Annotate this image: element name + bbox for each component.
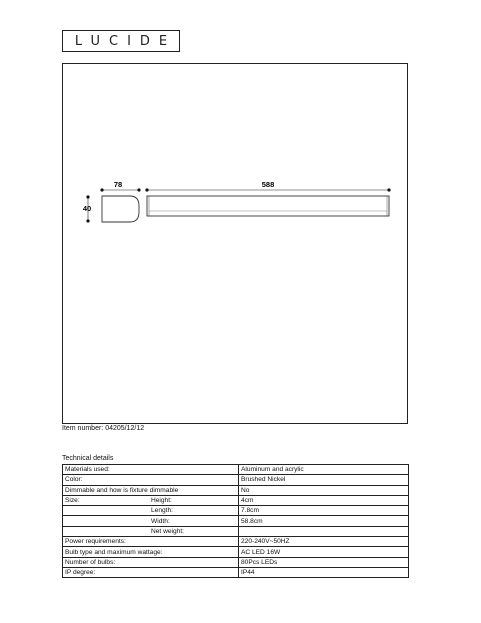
length-dimension-end-dot bbox=[387, 188, 390, 191]
table-row bbox=[63, 557, 409, 567]
logo-text: LUCIDE bbox=[74, 33, 177, 49]
spec-label-cell bbox=[63, 495, 239, 505]
spec-value: 7.8cm bbox=[239, 506, 409, 516]
spec-label-cell bbox=[63, 465, 239, 475]
technical-drawing bbox=[63, 64, 409, 425]
spec-label: Color: bbox=[65, 476, 83, 484]
table-row bbox=[63, 495, 409, 505]
table-row bbox=[63, 537, 409, 547]
spec-label-cell bbox=[63, 557, 239, 567]
technical-drawing-frame bbox=[62, 63, 408, 424]
spec-label-cell bbox=[63, 485, 239, 495]
spec-label: Dimmable and how is fixture dimmable bbox=[65, 486, 179, 494]
spec-value: AC LED 16W bbox=[239, 547, 409, 557]
spec-value: 58.8cm bbox=[239, 516, 409, 526]
spec-sub-label: Length: bbox=[151, 507, 173, 515]
spec-label-cell bbox=[63, 506, 239, 516]
spec-sub-label: Net weight: bbox=[151, 527, 184, 535]
length-dimension-start-dot bbox=[145, 188, 148, 191]
spec-value: 4cm bbox=[239, 495, 409, 505]
fixture-body-outline bbox=[147, 196, 389, 216]
table-row bbox=[63, 475, 409, 485]
technical-details-title: Technical details bbox=[62, 455, 114, 462]
table-row bbox=[63, 526, 409, 536]
table-row bbox=[63, 567, 409, 577]
table-row bbox=[63, 506, 409, 516]
spec-label-cell bbox=[63, 547, 239, 557]
spec-label: Materials used: bbox=[65, 466, 110, 474]
width-dimension-end-dot bbox=[137, 188, 140, 191]
spec-value: No bbox=[239, 485, 409, 495]
spec-label-cell bbox=[63, 567, 239, 577]
table-row bbox=[63, 516, 409, 526]
spec-value: IP44 bbox=[239, 567, 409, 577]
spec-label-cell bbox=[63, 526, 239, 536]
length-dimension-label: 588 bbox=[261, 180, 275, 189]
brand-logo bbox=[62, 30, 180, 52]
height-dimension-start-dot bbox=[86, 195, 89, 198]
spec-label-cell bbox=[63, 475, 239, 485]
spec-label: IP degree: bbox=[65, 569, 96, 577]
item-number-value: 04205/12/12 bbox=[105, 425, 145, 432]
spec-label-cell bbox=[63, 537, 239, 547]
item-number bbox=[62, 425, 144, 432]
spec-label: Size: bbox=[65, 497, 80, 505]
height-dimension-end-dot bbox=[86, 219, 89, 222]
height-dimension-label: 40 bbox=[82, 204, 92, 213]
item-number-label: Item number: bbox=[62, 425, 104, 432]
spec-sub-label: Width: bbox=[151, 517, 170, 525]
spec-label: Number of bulbs: bbox=[65, 558, 116, 566]
spec-value bbox=[239, 526, 409, 536]
technical-details-table bbox=[62, 464, 409, 578]
spec-value: Brushed Nickel bbox=[239, 475, 409, 485]
spec-label: Power requirements: bbox=[65, 538, 126, 546]
spec-value: 80Pcs LEDs bbox=[239, 557, 409, 567]
spec-value: Aluminum and acrylic bbox=[239, 465, 409, 475]
end-profile-shape bbox=[102, 196, 139, 222]
width-dimension-label: 78 bbox=[113, 180, 123, 189]
table-row bbox=[63, 465, 409, 475]
table-row bbox=[63, 547, 409, 557]
technical-details-body bbox=[63, 465, 409, 578]
width-dimension-start-dot bbox=[100, 188, 103, 191]
spec-label-cell bbox=[63, 516, 239, 526]
spec-value: 220-240V~50HZ bbox=[239, 537, 409, 547]
spec-label: Bulb type and maximum wattage: bbox=[65, 548, 163, 556]
spec-sub-label: Height: bbox=[151, 497, 172, 505]
table-row bbox=[63, 485, 409, 495]
